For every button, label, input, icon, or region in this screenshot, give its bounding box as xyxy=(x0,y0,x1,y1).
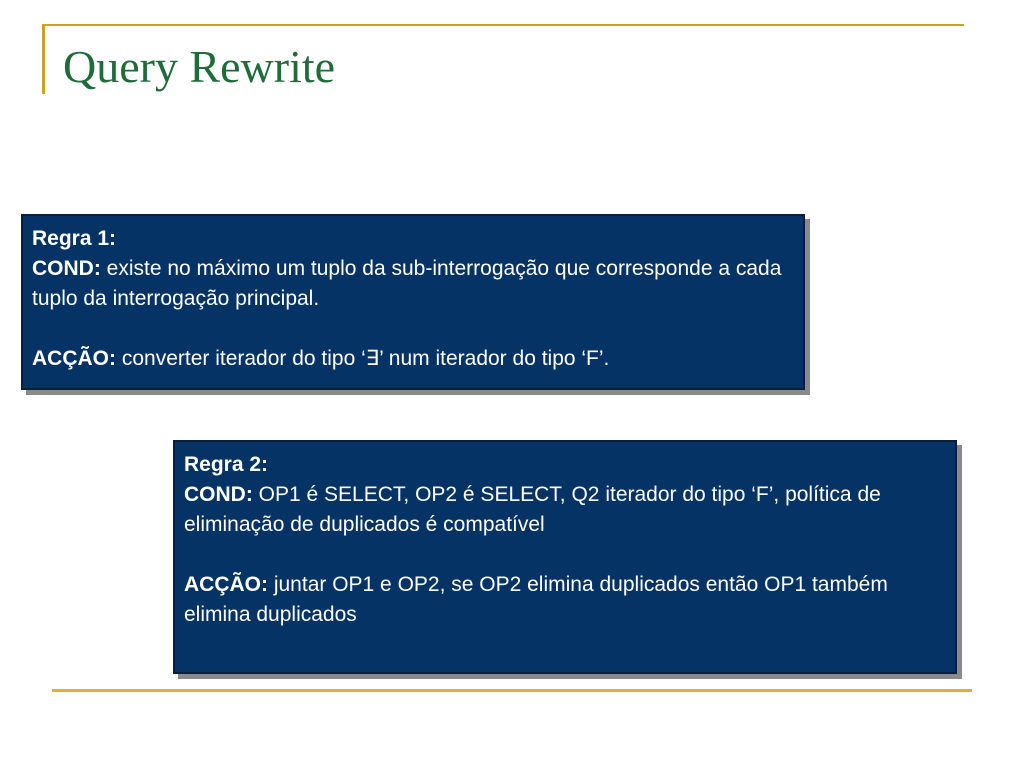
rule-2-cond-label: COND: xyxy=(184,483,253,506)
title-side-rule xyxy=(42,24,45,94)
page-title: Query Rewrite xyxy=(63,41,336,92)
rule-1-condition xyxy=(32,254,793,314)
rule-1-action-label: ACÇÃO: xyxy=(32,347,116,370)
title-top-rule xyxy=(42,24,964,26)
rule-2-condition xyxy=(184,480,945,540)
spacer xyxy=(184,540,945,570)
rule-2-cond-text: OP1 é SELECT, OP2 é SELECT, Q2 iterador do tipo ‘F’, política de eliminação de duplicados é compatível xyxy=(184,483,881,536)
rule-1-box xyxy=(21,214,805,390)
rule-1-action-text: converter iterador do tipo ‘∃’ num iterador do tipo ‘F’. xyxy=(116,347,610,370)
spacer xyxy=(32,314,793,344)
rule-1-action xyxy=(32,344,793,374)
rule-2-action-text: juntar OP1 e OP2, se OP2 elimina duplicados então OP1 também elimina duplicados xyxy=(184,573,888,626)
footer-rule xyxy=(52,689,972,692)
rule-1-heading: Regra 1: xyxy=(32,227,117,250)
rule-2-box xyxy=(173,440,957,674)
rule-2-action-label: ACÇÃO: xyxy=(184,573,268,596)
rule-1-cond-text: existe no máximo um tuplo da sub-interrogação que corresponde a cada tuplo da interrogação principal. xyxy=(32,257,782,310)
rule-2-heading: Regra 2: xyxy=(184,453,269,476)
rule-2-action xyxy=(184,570,945,630)
rule-1-cond-label: COND: xyxy=(32,257,101,280)
